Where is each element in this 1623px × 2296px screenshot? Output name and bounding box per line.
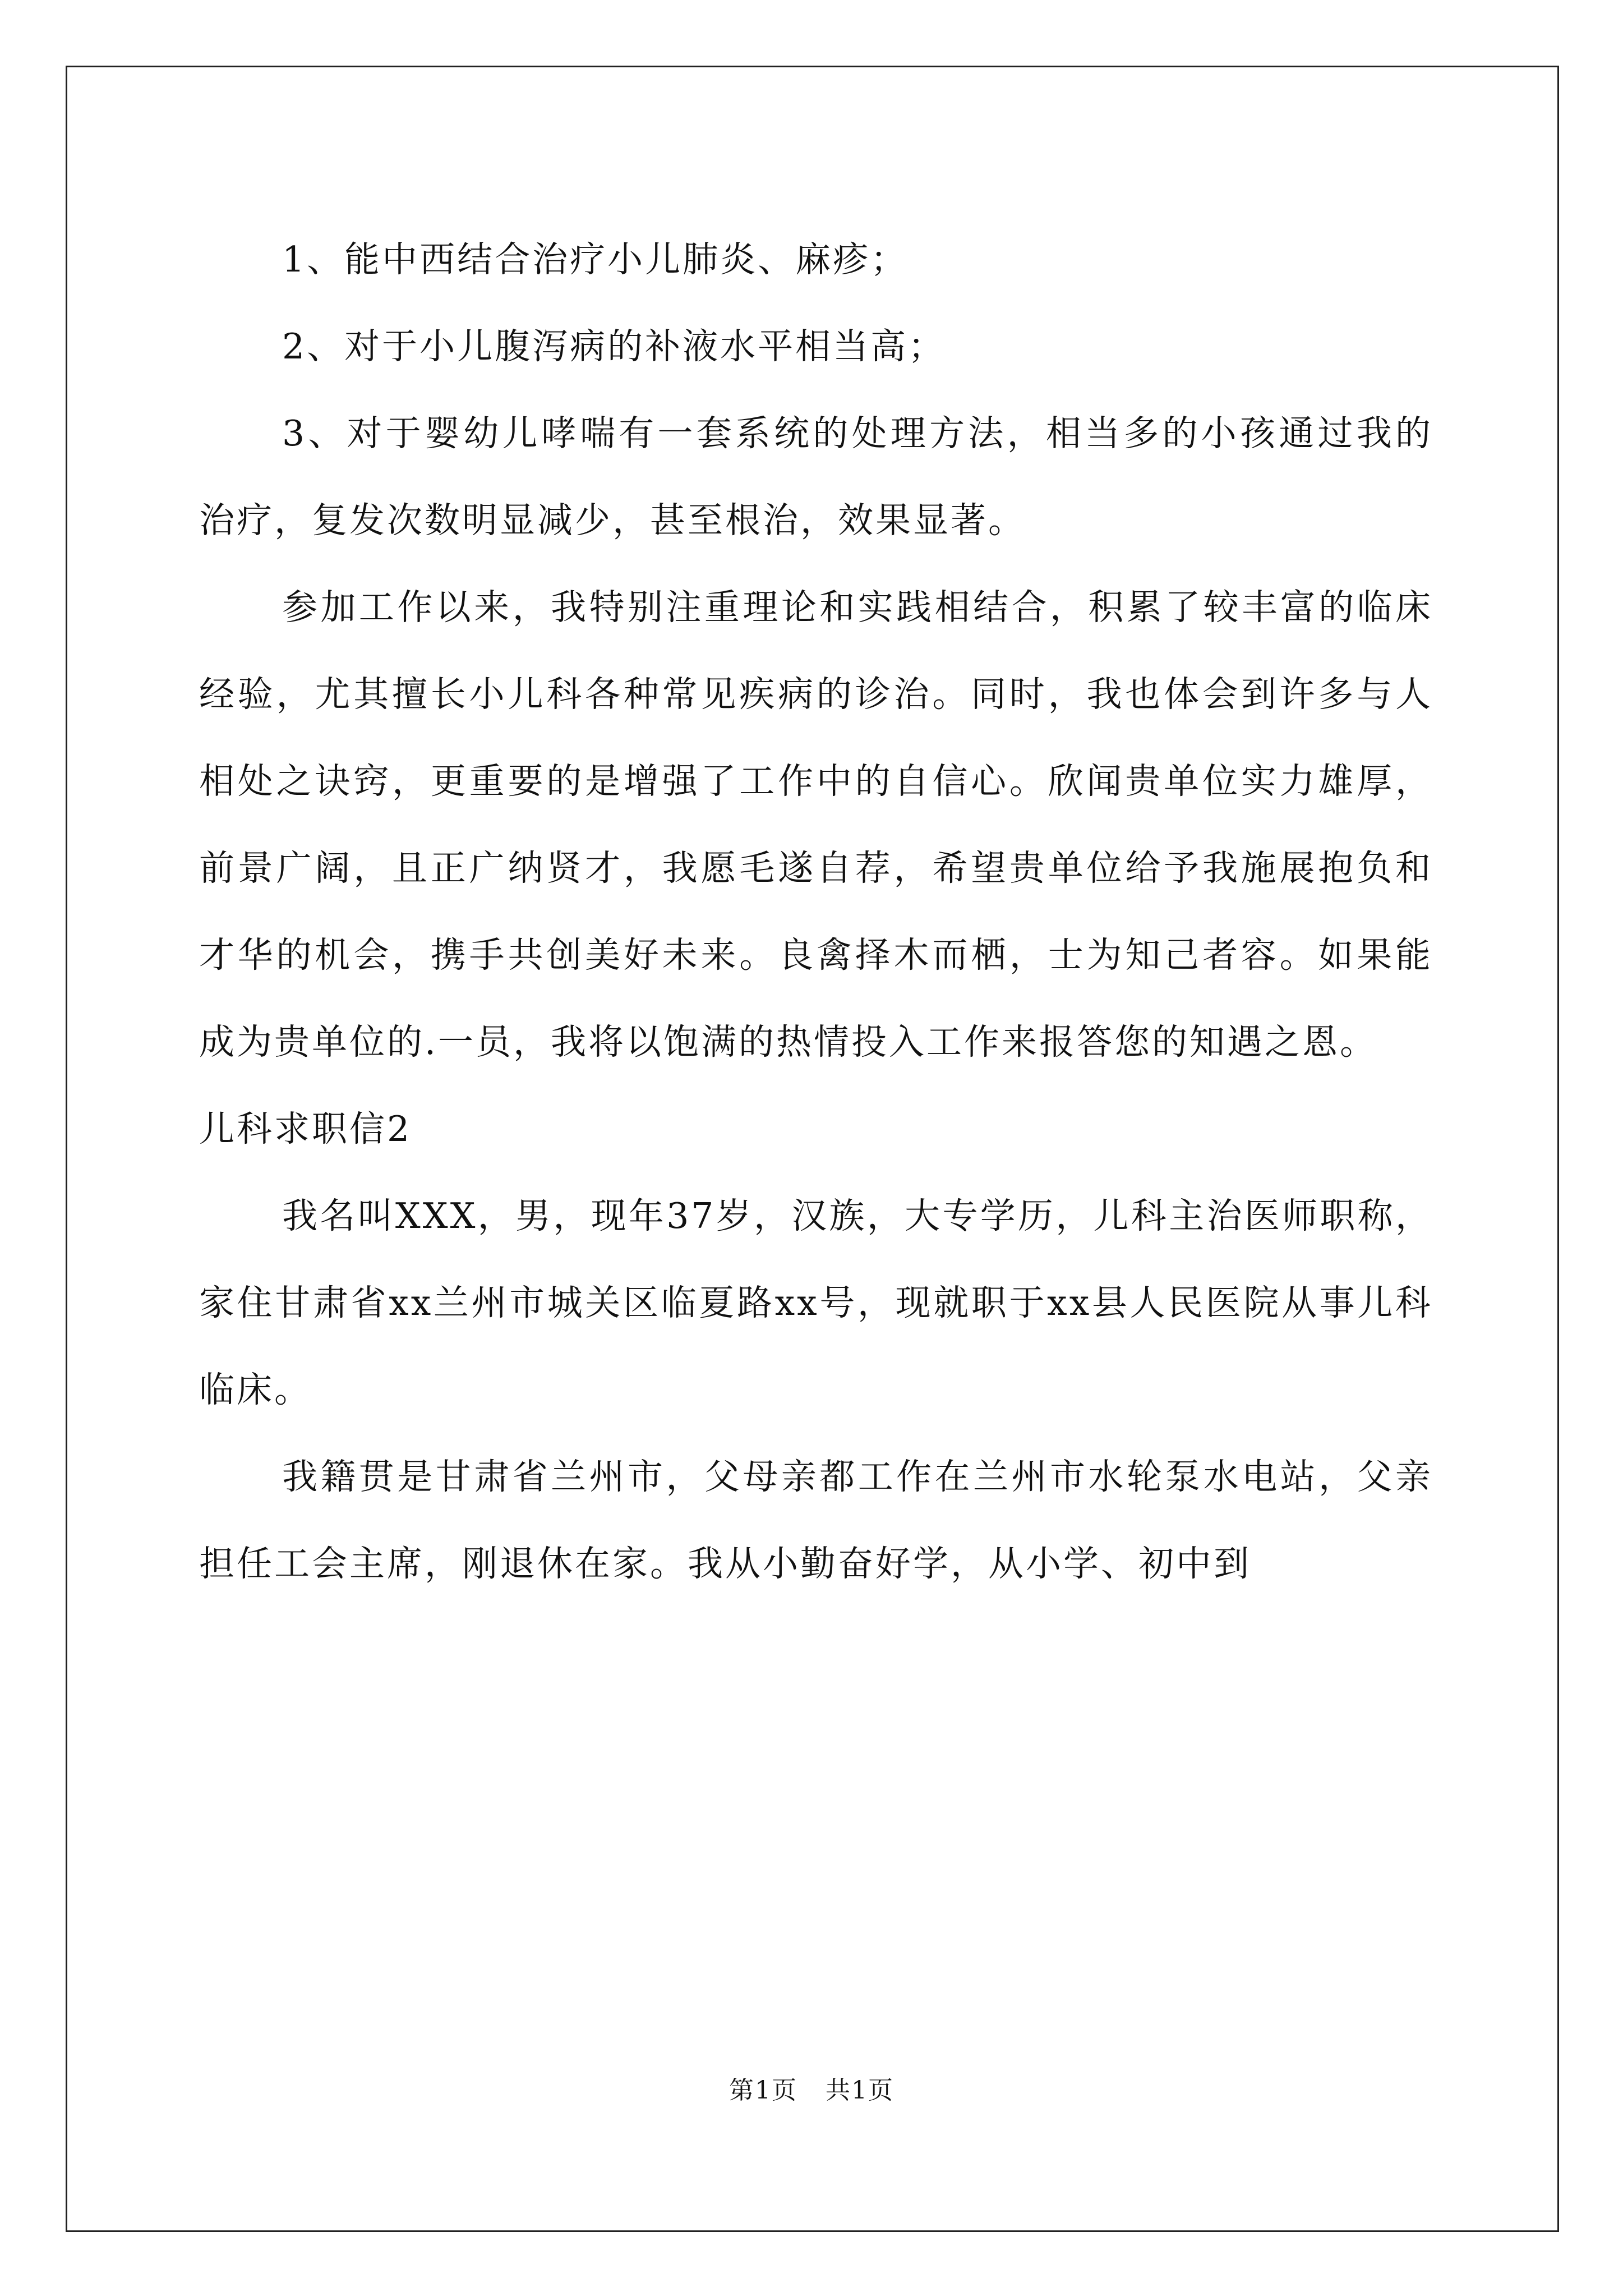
section-heading: 儿科求职信2 bbox=[199, 1108, 412, 1149]
paragraph-introduction: 我名叫XXX，男，现年37岁，汉族，大专学历，儿科主治医师职称，家住甘肃省xx兰州市城关区临夏路xx号，现就职于xx县人民医院从事儿科临床。 bbox=[199, 1195, 1433, 1410]
page-footer bbox=[0, 2070, 1623, 2106]
page-total: 共1页 bbox=[826, 2076, 894, 2105]
list-item-diarrhea: 2、对于小儿腹泻病的补液水平相当高； bbox=[282, 326, 946, 367]
document-body bbox=[199, 216, 1433, 1607]
list-item-pneumonia: 1、能中西结合治疗小儿肺炎、麻疹； bbox=[282, 239, 909, 280]
page-number: 第1页 bbox=[729, 2076, 797, 2105]
list-item-asthma: 3、对于婴幼儿哮喘有一套系统的处理方法，相当多的小孩通过我的治疗，复发次数明显减少，甚至根治，效果显著。 bbox=[199, 413, 1433, 541]
paragraph-experience: 参加工作以来，我特别注重理论和实践相结合，积累了较丰富的临床经验，尤其擅长小儿科各种常见疾病的诊治。同时，我也体会到许多与人相处之诀窍，更重要的是增强了工作中的自信心。欣闻贵单位实力雄厚，前景广阔，且正广纳贤才，我愿毛遂自荐，希望贵单位给予我施展抱负和才华的机会，携手共创美好未来。良禽择木而栖，士为知己者容。如果能成为贵单位的.一员，我将以饱满的热情投入工作来报答您的知遇之恩。 bbox=[199, 587, 1433, 1062]
paragraph-background: 我籍贯是甘肃省兰州市，父母亲都工作在兰州市水轮泵水电站，父亲担任工会主席，刚退休在家。我从小勤奋好学，从小学、初中到 bbox=[199, 1456, 1433, 1584]
